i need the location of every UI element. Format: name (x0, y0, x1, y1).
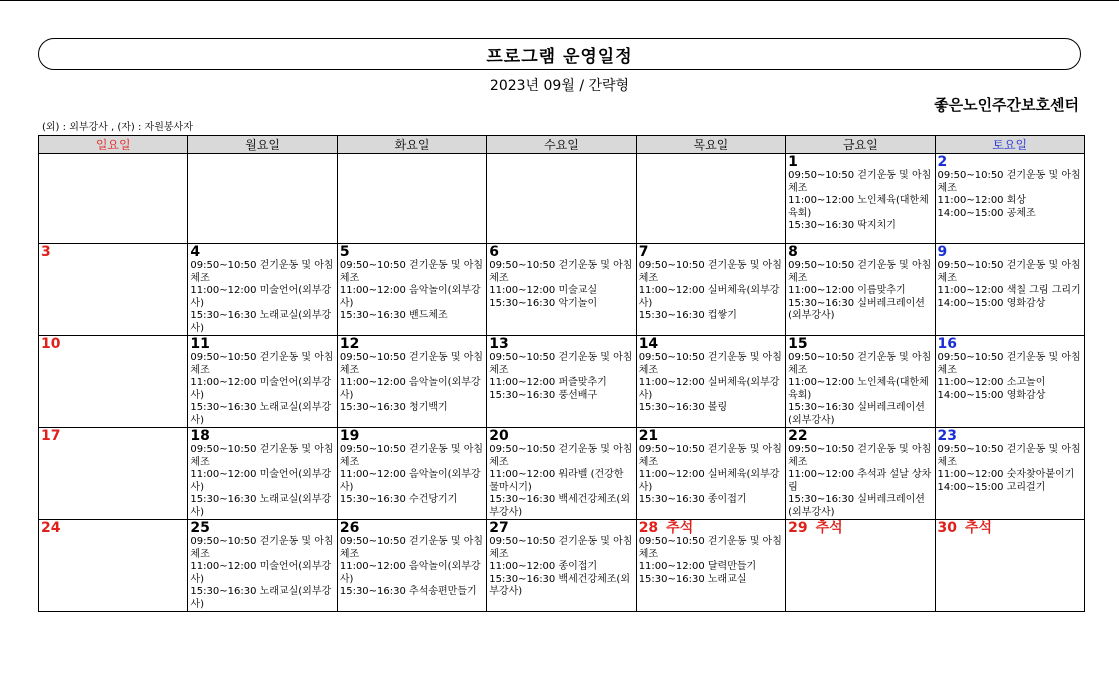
day-number (340, 336, 484, 352)
calendar-day-cell (636, 428, 785, 520)
calendar-day-cell (935, 154, 1084, 244)
program-entry: 11:00~12:00 노인체육(대한체육회) (788, 377, 929, 401)
program-entry: 11:00~12:00 미술언어(외부강사) (190, 469, 332, 493)
calendar-day-cell (487, 520, 636, 612)
calendar-day-cell (39, 428, 188, 520)
day-number (340, 428, 484, 444)
program-entry: 11:00~12:00 이름맞추기 (788, 285, 906, 296)
day-number-text: 13 (489, 336, 509, 352)
program-entry: 15:30~16:30 청기백기 (339, 402, 448, 413)
day-number-text: 21 (638, 428, 659, 444)
calendar-day-cell (636, 154, 785, 244)
day-number (41, 244, 185, 260)
program-entry: 09:50~10:50 걷기운동 및 아침체조 (788, 260, 932, 284)
day-number-text: 3 (41, 244, 51, 260)
program-entry: 11:00~12:00 퍼즐맞추기 (489, 377, 607, 388)
program-entry: 11:00~12:00 실버체육(외부강사) (638, 285, 780, 309)
calendar-day-cell (935, 244, 1084, 336)
program-entry: 11:00~12:00 색칠 그림 그리기 (937, 285, 1081, 296)
calendar-week-row (39, 154, 1085, 244)
day-number (938, 336, 1082, 352)
calendar-day-cell (337, 428, 486, 520)
program-entry: 15:30~16:30 추석송편만들기 (339, 586, 477, 597)
day-number-text: 28 (638, 520, 659, 536)
program-entry: 09:50~10:50 걷기운동 및 아침체조 (638, 444, 782, 468)
day-number (489, 428, 633, 444)
calendar-day-cell (786, 428, 935, 520)
day-number (639, 520, 783, 536)
program-entry: 09:50~10:50 걷기운동 및 아침체조 (190, 352, 334, 376)
day-number (938, 520, 1082, 536)
calendar-body (39, 154, 1085, 612)
calendar-day-cell (188, 244, 337, 336)
weekday-header-mon: 월요일 (188, 136, 337, 154)
day-number-text: 30 (937, 520, 958, 536)
program-entry: 15:30~16:30 실버레크레이션(외부강사) (788, 297, 925, 321)
program-entry: 09:50~10:50 걷기운동 및 아침체조 (937, 260, 1081, 284)
calendar-day-cell (935, 336, 1084, 428)
program-entry: 11:00~12:00 워라벨 (건강한 물마시기) (489, 469, 624, 493)
program-entry: 15:30~16:30 백세건강체조(외부강사) (489, 573, 630, 597)
calendar-day-cell (39, 244, 188, 336)
program-entry: 09:50~10:50 걷기운동 및 아침체조 (489, 536, 633, 560)
calendar-day-cell (636, 336, 785, 428)
day-number-text: 23 (937, 428, 958, 444)
calendar-day-cell (337, 154, 486, 244)
calendar-day-cell (337, 244, 486, 336)
day-number (639, 336, 783, 352)
calendar-day-cell (487, 428, 636, 520)
program-entry: 15:30~16:30 악기놀이 (489, 297, 598, 309)
legend-note: (외) : 외부강사 , (자) : 자원봉사자 (42, 122, 193, 133)
program-entry: 15:30~16:30 노래교실(외부강사) (190, 402, 332, 426)
program-entry: 11:00~12:00 숫자찾아붙이기 (937, 469, 1075, 480)
calendar-day-cell (188, 428, 337, 520)
weekday-header-wed: 수요일 (487, 136, 636, 154)
day-number (938, 154, 1082, 170)
calendar-day-cell (786, 154, 935, 244)
program-entry: 09:50~10:50 걷기운동 및 아침체조 (339, 260, 484, 284)
day-number (190, 428, 334, 444)
program-entry: 15:30~16:30 볼링 (638, 402, 728, 413)
day-number (938, 428, 1082, 444)
calendar-day-cell (39, 154, 188, 244)
calendar-day-cell (487, 154, 636, 244)
calendar-day-cell (337, 520, 486, 612)
calendar-week-row (39, 520, 1085, 612)
calendar-day-cell (935, 428, 1084, 520)
day-number (788, 154, 932, 170)
day-number (190, 520, 334, 536)
top-rule (0, 0, 1119, 1)
day-number-text: 22 (788, 428, 808, 444)
day-number (41, 520, 185, 536)
program-entry: 15:30~16:30 컵쌓기 (638, 310, 737, 321)
program-entry: 11:00~12:00 미술언어(외부강사) (190, 561, 332, 585)
holiday-label: 추석 (666, 520, 694, 536)
calendar-day-cell (337, 336, 486, 428)
day-number (639, 244, 783, 260)
page-title: 프로그램 운영일정 (38, 38, 1081, 70)
day-number-text: 10 (41, 336, 61, 352)
day-number-text: 1 (788, 154, 798, 170)
day-number (938, 244, 1082, 260)
program-entry: 15:30~16:30 종이접기 (638, 494, 747, 505)
day-number (340, 244, 484, 260)
weekday-header-tue: 화요일 (337, 136, 486, 154)
program-entry: 09:50~10:50 걷기운동 및 아침체조 (937, 352, 1081, 376)
day-number-text: 11 (190, 336, 210, 352)
program-entry: 11:00~12:00 소고놀이 (937, 377, 1046, 388)
program-entry: 09:50~10:50 걷기운동 및 아침체조 (339, 352, 484, 376)
day-number-text: 29 (788, 520, 808, 536)
day-number-text: 5 (339, 244, 350, 260)
day-number (788, 428, 932, 444)
weekday-header-thu: 목요일 (636, 136, 785, 154)
calendar-day-cell (487, 244, 636, 336)
program-entry: 09:50~10:50 걷기운동 및 아침체조 (489, 352, 633, 376)
program-entry: 14:00~15:00 고리걸기 (937, 481, 1046, 493)
day-number-text: 2 (937, 154, 948, 170)
day-number-text: 16 (937, 336, 958, 352)
program-entry: 11:00~12:00 음악놀이(외부강사) (339, 285, 481, 309)
program-entry: 09:50~10:50 걷기운동 및 아침체조 (638, 352, 782, 376)
day-number-text: 8 (788, 244, 798, 260)
day-number-text: 27 (489, 520, 509, 536)
day-number (190, 244, 334, 260)
weekday-header-row (39, 136, 1085, 154)
program-entry: 11:00~12:00 종이접기 (489, 561, 598, 572)
calendar-day-cell (786, 336, 935, 428)
day-number-text: 25 (190, 520, 210, 536)
day-number (340, 520, 484, 536)
day-number (489, 520, 633, 536)
program-entry: 15:30~16:30 실버레크레이션(외부강사) (788, 494, 925, 518)
program-entry: 11:00~12:00 회상 (937, 195, 1027, 206)
program-entry: 15:30~16:30 노래교실(외부강사) (190, 310, 332, 334)
holiday-label: 추석 (815, 520, 843, 536)
program-entry: 14:00~15:00 영화감상 (937, 389, 1046, 401)
program-entry: 09:50~10:50 걷기운동 및 아침체조 (339, 444, 484, 468)
day-number-text: 19 (339, 428, 360, 444)
program-entry: 09:50~10:50 걷기운동 및 아침체조 (937, 444, 1081, 468)
calendar-day-cell (786, 520, 935, 612)
program-entry: 09:50~10:50 걷기운동 및 아침체조 (638, 260, 782, 284)
calendar-day-cell (636, 244, 785, 336)
day-number-text: 9 (937, 244, 948, 260)
day-number-text: 6 (489, 244, 500, 260)
calendar-day-cell (39, 520, 188, 612)
day-number (489, 244, 633, 260)
center-name: 좋은노인주간보호센터 (934, 96, 1079, 114)
calendar-day-cell (188, 336, 337, 428)
program-entry: 09:50~10:50 걷기운동 및 아침체조 (190, 444, 334, 468)
program-entry: 09:50~10:50 걷기운동 및 아침체조 (937, 170, 1081, 194)
day-number (788, 336, 932, 352)
program-entry: 11:00~12:00 음악놀이(외부강사) (339, 561, 481, 585)
day-number-text: 20 (489, 428, 509, 444)
program-entry: 15:30~16:30 수건당기기 (339, 494, 458, 505)
page-subtitle: 2023년 09월 / 간략형 (489, 78, 630, 94)
program-entry: 14:00~15:00 영화감상 (937, 297, 1046, 309)
calendar-day-cell (487, 336, 636, 428)
program-entry: 15:30~16:30 백세건강체조(외부강사) (489, 494, 630, 518)
calendar-day-cell (636, 520, 785, 612)
calendar-week-row (39, 336, 1085, 428)
program-entry: 15:30~16:30 노래교실(외부강사) (190, 494, 332, 518)
program-entry: 14:00~15:00 공체조 (937, 207, 1036, 219)
day-number (41, 336, 185, 352)
calendar-day-cell (935, 520, 1084, 612)
day-number-text: 24 (41, 520, 61, 536)
calendar-day-cell (39, 336, 188, 428)
day-number (788, 520, 932, 536)
program-entry: 15:30~16:30 실버레크레이션(외부강사) (788, 402, 925, 426)
program-entry: 09:50~10:50 걷기운동 및 아침체조 (190, 536, 334, 560)
program-entry: 11:00~12:00 추석과 설날 상차림 (788, 469, 932, 493)
program-entry: 11:00~12:00 달력만들기 (638, 561, 757, 572)
program-entry: 09:50~10:50 걷기운동 및 아침체조 (788, 444, 932, 468)
calendar-day-cell (188, 520, 337, 612)
program-entry: 09:50~10:50 걷기운동 및 아침체조 (638, 536, 782, 560)
day-number (41, 428, 185, 444)
day-number (489, 336, 633, 352)
program-entry: 11:00~12:00 음악놀이(외부강사) (339, 469, 481, 493)
program-entry: 15:30~16:30 딱지치기 (788, 220, 896, 231)
program-entry: 09:50~10:50 걷기운동 및 아침체조 (489, 260, 633, 284)
calendar-week-row (39, 428, 1085, 520)
day-number (788, 244, 932, 260)
program-entry: 11:00~12:00 실버체육(외부강사) (638, 377, 780, 401)
day-number-text: 26 (339, 520, 360, 536)
day-number-text: 17 (41, 428, 61, 444)
day-number-text: 14 (638, 336, 659, 352)
program-entry: 15:30~16:30 풍선배구 (489, 389, 598, 401)
program-entry: 15:30~16:30 노래교실(외부강사) (190, 586, 332, 610)
day-number-text: 18 (190, 428, 210, 444)
program-entry: 15:30~16:30 밴드체조 (339, 310, 448, 321)
calendar-table (38, 135, 1085, 612)
weekday-header-sun: 일요일 (39, 136, 188, 154)
day-number-text: 12 (339, 336, 360, 352)
weekday-header-fri: 금요일 (786, 136, 935, 154)
program-entry: 11:00~12:00 노인체육(대한체육회) (788, 195, 929, 219)
day-number (639, 428, 783, 444)
program-entry: 09:50~10:50 걷기운동 및 아침체조 (489, 444, 633, 468)
program-entry: 11:00~12:00 미술언어(외부강사) (190, 285, 332, 309)
program-entry: 09:50~10:50 걷기운동 및 아침체조 (190, 260, 334, 284)
day-number (190, 336, 334, 352)
program-entry: 11:00~12:00 실버체육(외부강사) (638, 469, 780, 493)
program-entry: 11:00~12:00 미술언어(외부강사) (190, 377, 332, 401)
day-number-text: 7 (638, 244, 649, 260)
weekday-header-sat: 토요일 (935, 136, 1084, 154)
holiday-label: 추석 (965, 520, 993, 536)
calendar-day-cell (188, 154, 337, 244)
program-entry: 09:50~10:50 걷기운동 및 아침체조 (788, 170, 932, 194)
program-entry: 09:50~10:50 걷기운동 및 아침체조 (788, 352, 932, 376)
calendar-week-row (39, 244, 1085, 336)
program-entry: 09:50~10:50 걷기운동 및 아침체조 (339, 536, 484, 560)
day-number-text: 4 (190, 244, 201, 260)
program-entry: 11:00~12:00 음악놀이(외부강사) (339, 377, 481, 401)
program-entry: 11:00~12:00 미술교실 (489, 285, 598, 296)
calendar-day-cell (786, 244, 935, 336)
program-entry: 15:30~16:30 노래교실 (638, 573, 747, 585)
day-number-text: 15 (788, 336, 808, 352)
